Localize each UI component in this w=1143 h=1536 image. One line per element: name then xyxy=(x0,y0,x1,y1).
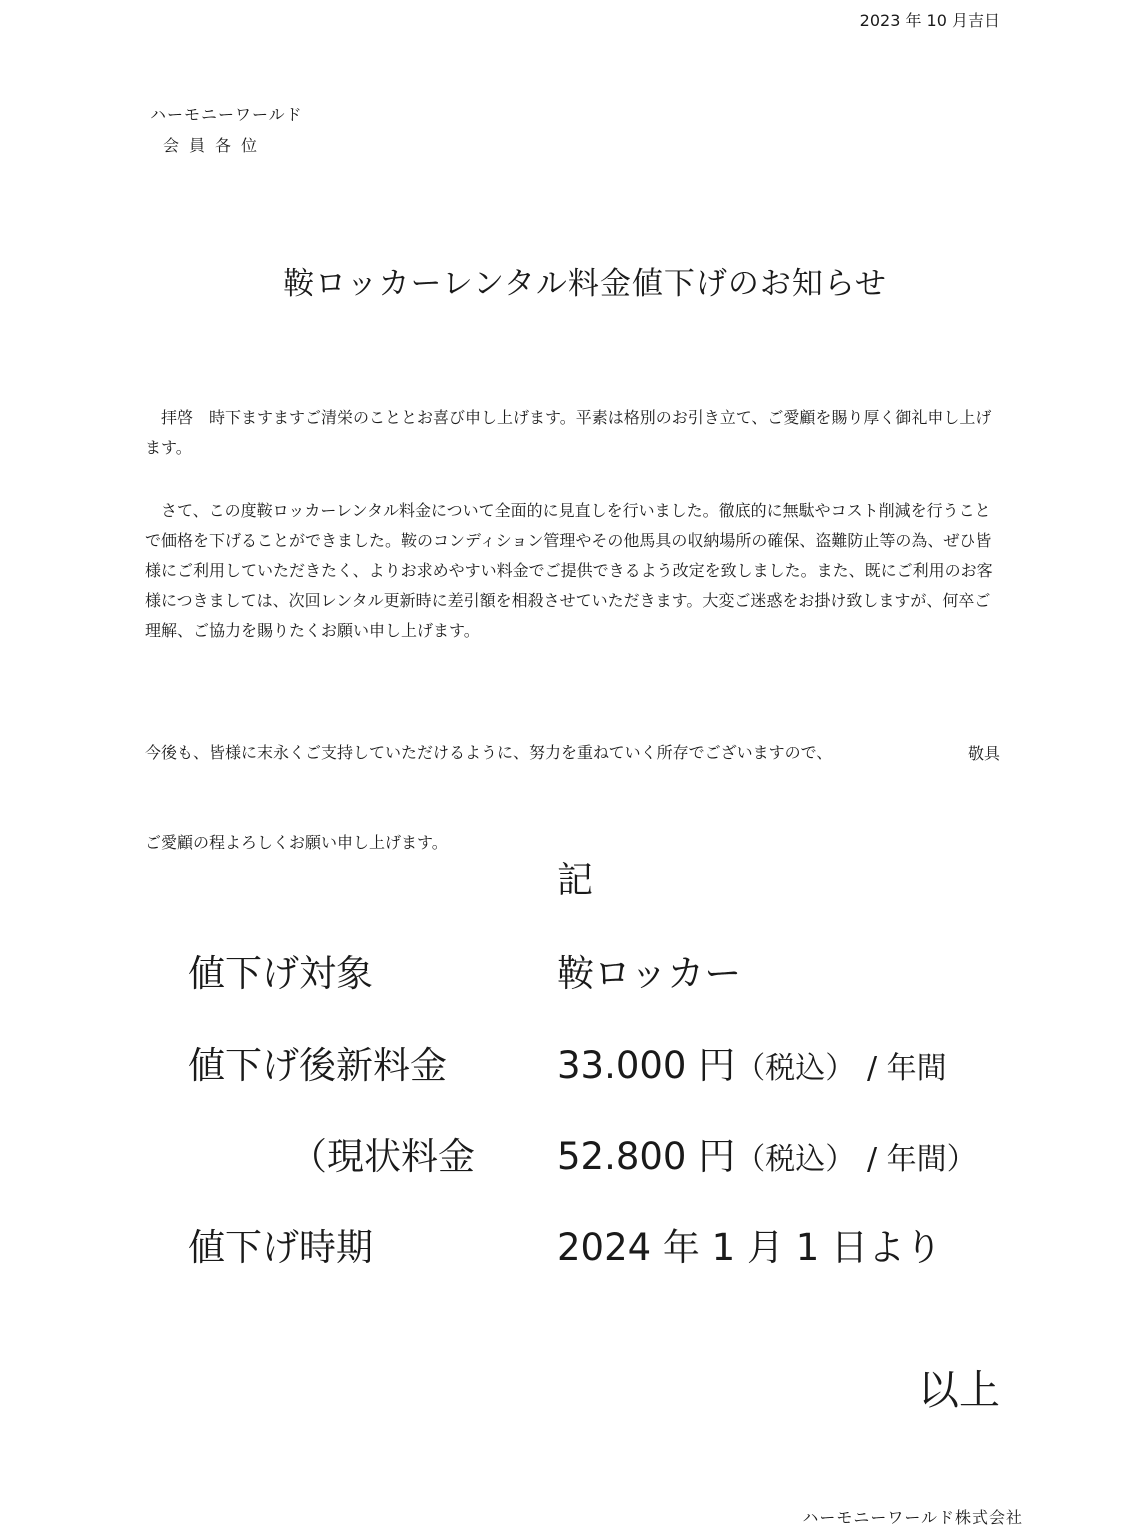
addressee-organization: ハーモニーワールド xyxy=(150,105,303,124)
target-label: 値下げ対象 xyxy=(188,952,373,995)
new-fee-label: 値下げ後新料金 xyxy=(188,1044,447,1087)
current-fee-period: / 年間） xyxy=(867,1142,977,1177)
addressee-members: 会員各位 xyxy=(163,136,268,155)
issue-date: 2023 年 10 月吉日 xyxy=(859,11,1000,30)
effective-date-value: 2024 年 1 月 1 日より xyxy=(557,1226,943,1269)
closing-paragraph-line2: ご愛顧の程よろしくお願い申し上げます。 xyxy=(145,833,448,852)
closing-word: 敬具 xyxy=(967,744,1000,763)
new-fee-tax: （税込） xyxy=(735,1051,856,1086)
greeting-paragraph: 拝啓 時下ますますご清栄のこととお喜び申し上げます。平素は格別のお引き立て、ご愛顧を賜り厚く御礼申し上げます。 xyxy=(145,408,992,457)
target-value: 鞍ロッカー xyxy=(557,952,742,995)
new-fee-period: / 年間 xyxy=(867,1051,947,1086)
current-fee-value xyxy=(557,1126,977,1180)
current-fee-label: （現状料金 xyxy=(290,1135,475,1178)
ki-heading: 記 xyxy=(557,860,594,901)
document-title: 鞍ロッカーレンタル料金値下げのお知らせ xyxy=(283,266,887,302)
current-fee-tax: （税込） xyxy=(735,1142,856,1177)
ijou-end-mark: 以上 xyxy=(918,1366,1000,1414)
effective-date-label: 値下げ時期 xyxy=(188,1226,373,1269)
current-fee-amount: 52.800 円 xyxy=(557,1135,736,1178)
closing-paragraph-line1: 今後も、皆様に末永くご支持していただけるように、努力を重ねていく所存でございますので、 xyxy=(145,743,833,762)
company-signature: ハーモニーワールド株式会社 xyxy=(802,1508,1023,1527)
new-fee-amount: 33.000 円 xyxy=(557,1044,736,1087)
new-fee-value xyxy=(557,1035,947,1089)
main-paragraph: さて、この度鞍ロッカーレンタル料金について全面的に見直しを行いました。徹底的に無駄やコスト削減を行うことで価格を下げることができました。鞍のコンディション管理やその他馬具の収納場所の確保、盗難防止等の為、ぜひ皆様にご利用していただきたく、よりお求めやすい料金でご提供できるよう改定を致しました。また、既にご利用のお客様につきましては、次回レンタル更新時に差引額を相殺させていただきます。大変ご迷惑をお掛け致しますが、何卒ご理解、ご協力を賜りたくお願い申し上げます。 xyxy=(145,501,993,640)
